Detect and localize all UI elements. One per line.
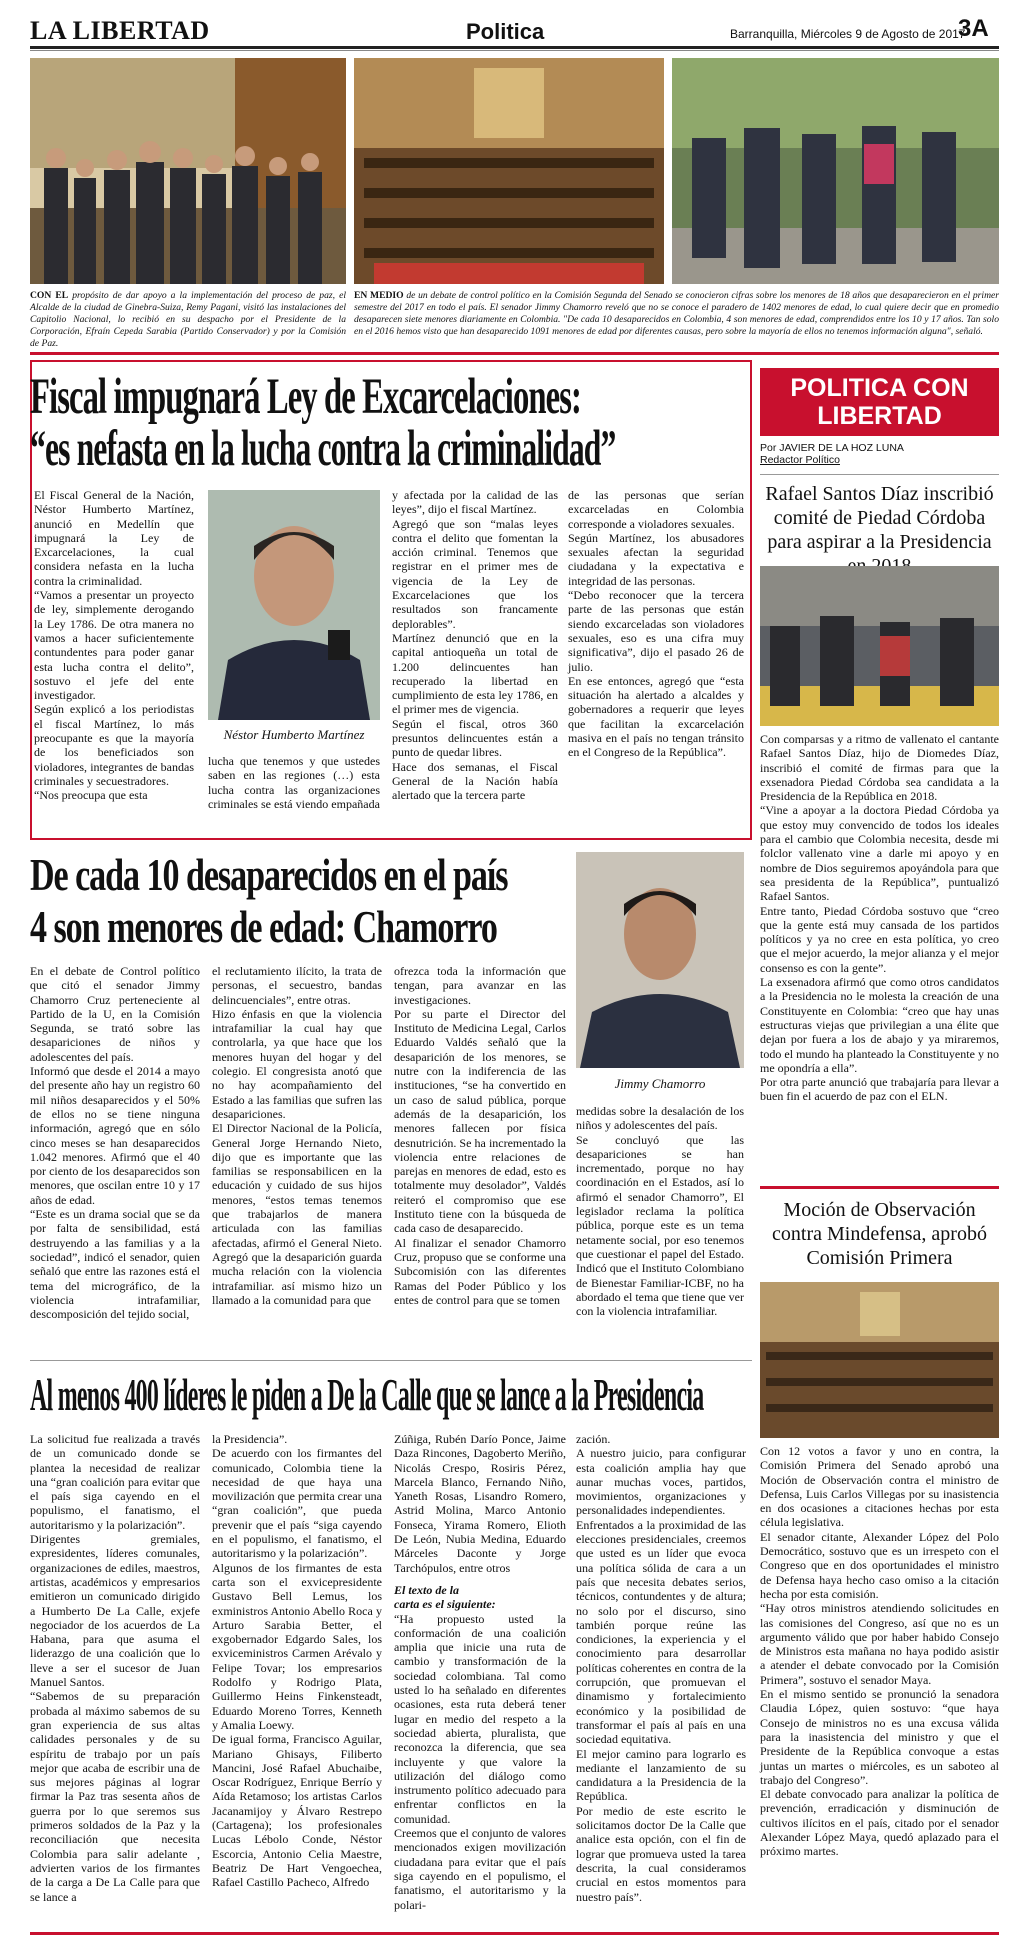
article-desaparecidos-col-1: En el debate de Control político que citó el senador Jimmy Chamorro Cruz perteneciente al Partido de la U, en la Comisión Segunda, se trató sobre las desapariciones de niños y adolescentes del país. Informó que desde el 2014 a mayo del presente año hay un registro 60 mil niños desaparecidos y el 50% de ellos no se tiene ninguna información, agregó que en sólo cinco meses se han desaparecidos 1.042 menores. Afirmó que el 40 por ciento de los desaparecidos son menores, que oscilan entre 10 y 17 años de edad. “Este es un drama social que se da por falta de sensibilidad, está destruyendo a las familias y a la sociedad”, indicó el senador, quien señaló que entre las razones está el tema del micrográfico, de la violencia intrafamiliar, descomposición del tejido social, [30, 964, 200, 1322]
article-delacalle-headline: Al menos 400 líderes le piden a De la Calle que se lance a la Presidencia [30, 1369, 704, 1420]
section-divider-red [30, 352, 999, 355]
photo-senate-commission [354, 58, 664, 284]
article-divider [30, 1360, 752, 1361]
photo-jimmy-chamorro [576, 852, 744, 1068]
column-rule-1 [760, 474, 999, 475]
photo-jimmy-caption: Jimmy Chamorro [614, 1076, 706, 1091]
article-delacalle-col-4: zación. A nuestro juicio, para configurar esta coalición amplia hay que aunar muchas voces, partidos, movimientos, organizaciones y personalidades independientes. Enfrentados a la proximidad de las elecciones presidenciales, creemos que usted es un líder que evoca una política sólida de cara a un país que necesita debates serios, técnicos, contundentes y de altura; no solo por el discurso, sino también porque reúne las condiciones, la experiencia y el conocimiento para desarrollar políticas coherentes en contra de la corrupción, que promuevan el dinamismo y fortalecimiento económico y la posibilidad de transformar el país al país en una sociedad equitativa. El mejor camino para lograrlo es mediante el lanzamiento de su candidatura a la Presidencia de la República. Por medio de este escrito le solicitamos doctor De la Calle que analice esta opción, con el fin de lograr que promueva usted la tarea descrita, la cual consideramos crucial en estos momentos para nuestro país”. [576, 1432, 746, 1904]
article-fiscal-col-4: de las personas que serían excarceladas en Colombia corresponde a violadores sexuales. Según Martínez, los abusadores sexuales afectan la seguridad ciudadana y la expectativa e integridad de las personas. “Debo reconocer que la tercera parte de las personas que están siendo excarceladas son violadores sexuales, eso es una cifra muy significativa”, dijo el pasado 26 de julio. En ese entonces, agregó que “esta situación ha alertado a alcaldes y gobernadores a requerir que leyes que facilitan la excarcelación masiva en el país no tengan tránsito en el Congreso de la República”. [568, 488, 744, 760]
photo-nestor-humberto [208, 490, 380, 720]
caption-commission-lead: EN MEDIO [354, 290, 404, 301]
caption-delegation [30, 290, 346, 350]
article-desaparecidos-headline-1: De cada 10 desaparecidos en el país [30, 849, 508, 900]
newspaper-name: LA LIBERTAD [30, 16, 210, 45]
column-item2-title: Moción de Observación contra Mindefensa, aprobó Comisión Primera [772, 1199, 987, 1269]
column-item1-title: Rafael Santos Díaz inscribió comité de Piedad Córdoba para aspirar a la Presidencia [765, 483, 994, 553]
column-byline: Por JAVIER DE LA HOZ LUNA [760, 442, 904, 454]
article-delacalle-col-1: La solicitud fue realizada a través de un comunicado donde se plantea la necesidad de realizar una “gran coalición para evitar que el país siga cayendo en el populismo, el fanatismo, el autoritarismo y la polarización”. Dirigentes gremiales, expresidentes, líderes comunales, organizaciones de ediles, maestros, artistas, académicos y empresarios emitieron un comunicado dirigido a Humberto De La Calle, exjefe negociador de los acuerdos de La Habana, para que asuma el liderazgo de una coalición que lo lleve a ser el sucesor de Juan Manuel Santos. “Sabemos de su preparación probada al máximo sabemos de su gran experiencia de sus altas calidades personales y de su espíritu de trabajo por un país mejor que acaba de escribir una de sus mejores páginas al lograr firmar la Paz tras sesenta años de guerra por lo que seremos sus primeros soldados de la Paz y la reconciliación que necesita Colombia para salir adelante , advierten varios de los firmantes de la carga a De La Calle para que se lance a [30, 1432, 200, 1904]
page-number: 3A [958, 15, 989, 42]
article-fiscal-col-3: y afectada por la calidad de las leyes”, dijo el fiscal Martínez. Agregó que son “malas leyes contra el delito que fomentan la acción criminal. Tenemos que registrar en el primer mes de vigencia de la Ley de Excarcelaciones que los resultados son francamente deplorables”. Martínez denunció que en la capital antioqueña un total de 1.200 delincuentes han recuperado la libertad en cumplimiento de esta ley 1786, en el primer mes de vigencia. Según el fiscal, otros 360 presuntos delincuentes están a punto de quedar libres. Hace dos semanas, el Fiscal General de la Nación había alertado que la tercera parte [392, 488, 558, 803]
article-fiscal-headline-1: Fiscal impugnará Ley de Excarcelaciones: [30, 369, 582, 425]
photo-street-youth [672, 58, 999, 284]
photo-nestor-caption: Néstor Humberto Martínez [223, 727, 365, 742]
page-bottom-rule [30, 1932, 999, 1935]
article-desaparecidos-col-3: ofrezca toda la información que tengan, para avanzar en las investigaciones. Por su parte el Director del Instituto de Medicina Legal, Carlos Eduardo Valdés señaló que la desaparición de los menores, se nutre con la indiferencia de las instituciones, “se ha convertido en un caso de salud pública, porque además de la desaparición, los menores fallecen por física desnutrición. Se ha incrementado la violencia entre relaciones de parejas en menores de edad, esto es totalmente muy desolador”, Valdés reiteró el compromiso que ese Instituto tiene con la búsqueda de cada caso de desaparecido. Al finalizar el senador Chamorro Cruz, propuso que se conforme una Subcomisión con las diferentes Ramas del Poder Público y los entes de control para que se tomen [394, 964, 566, 1307]
article-delacalle-subhead-2: carta es el siguiente: [394, 1597, 496, 1612]
column-divider-red [760, 1186, 999, 1189]
column-item1-text: Con comparsas y a ritmo de vallenato el cantante Rafael Santos Díaz, hijo de Diomedes Díaz, inscribió el comité de firmas para que la exsenadora Piedad Córdoba sea candidata a la Presidencia de la República en 2018. “Vine a apoyar a la doctora Piedad Córdoba ya que estoy muy convencido de todos los ideales para el cambio que Colombia necesita, desde mi folclor vallenato vine a darle mi apoyo y en nombre de Dios seguiremos apoyándola para que sea presidenta de la República”, puntualizó Rafael Santos. Entre tanto, Piedad Córdoba sostuvo que “creo que la gente está muy cansada de los partidos políticos y ya no cree en esta política, yo creo que el mejor acuerdo, la mejor alianza y el mejor consenso es con la gente”. La exsenadora afirmó que como otros candidatos a la Presidencia no le molesta la creación de una Constituyente en Colombia: “creo que hay unas estructuras viejas que privilegian a una élite que dejan por fuera a los de abajo y ya miraremos, todo el mundo ha planteado la Constituyente y no me opondría a ella”. Por otra parte anunció que trabajaría para llevar a buen fin el acuerdo de paz con el ELN. [760, 732, 999, 1104]
caption-commission [354, 290, 999, 338]
article-delacalle-subhead-1: El texto de la [394, 1582, 459, 1597]
article-desaparecidos-headline-2: 4 son menores de edad: Chamorro [30, 901, 497, 952]
article-delacalle-col-3a: Zúñiga, Rubén Darío Ponce, Jaime Daza Rincones, Dagoberto Meriño, Nicolás Crespo, Rosiris Pérez, Marcela Blanco, Fernando Niño, Yaneth Rosas, Lisandro Romero, Astrid Molina, Marco Antonio Fonseca, Yirama Romero, Elioth De León, Nubia Medina, Eduardo Márceles Daconte y Jorge Tarchópulos, entre otros [394, 1432, 566, 1575]
article-desaparecidos-col-2: el reclutamiento ilícito, la trata de personas, el secuestro, bandas delincuenciales”, entre otras. Hizo énfasis en que la violencia intrafamiliar la cual hay que controlarla, ya que hace que los menores huyan del hogar y del colegio. El congresista anotó que no hay acompañamiento del Estado a las familias que sufren las desapariciones. El Director Nacional de la Policía, General Jorge Hernando Nieto, dijo que es importante que las familias se responsabilicen en la educación y cuidado de sus hijos menores, “estos temas tenemos que trabajarlos de manera articulada con las familias afectadas, afirmó el General Nieto. Agregó que la desaparición guarda mucha relación con la violencia intrafamiliar. así mismo hizo un llamado a la comunidad para que [212, 964, 382, 1307]
article-fiscal-col-1: El Fiscal General de la Nación, Néstor Humberto Martínez, anunció en Medellín que impugnará la Ley de Excarcelaciones, la cual considera nefasta en la lucha contra la criminalidad. “Vamos a presentar un proyecto de ley, simplemente derogando la Ley 1786. De otra manera no vamos a hacer suficientemente contundentes para poder ganar esta lucha contra el delito”, sostuvo el jefe del ente investigador. Según explicó a los periodistas el fiscal Martínez, lo más preocupante es que la mayoría de los beneficiados son violadores, integrantes de bandas criminales y secuestradores. “Nos preocupa que esta [34, 488, 194, 803]
column-politica-banner [760, 368, 999, 436]
caption-commission-text: de un debate de control político en la Comisión Segunda del Senado se conocieron cifras sobre los menores de 18 años que desaparecieron en el primer semestre del 2017 en todo el país. El senador Jimmy Chamorro reveló que no se conoce el paradero de 1402 menores de edad, lo cual quiere decir que en promedio desaparecen siete menores diariamente en Colombia. "De cada 10 desaparecidos en Colombia, 4 son menores de edad, comprendidos entre los 10 y 17 años. Tan solo en el 2016 hemos visto que han desaparecido 1091 menores de edad por diferentes causas, pero sobre la mayoría de ellos no tenemos información alguna", señaló. [354, 290, 999, 337]
caption-delegation-text: propósito de dar apoyo a la implementación del proceso de paz, el Alcalde de la ciudad de Ginebra-Suiza, Remy Pagani, visitó las instalaciones del Capitolio Nacional, lo recibió en su despacho por el Presidente de la Corporación, Efraín Cepeda Sarabia (Partido Conservador) y por la Comisión de Paz. [30, 290, 347, 349]
article-fiscal-headline-2: “es nefasta en la lucha contra la criminalidad” [30, 421, 616, 477]
column-banner-line1: POLITICA CON [790, 374, 969, 402]
section-name: Politica [466, 19, 545, 44]
article-fiscal-col-2: lucha que tenemos y que ustedes saben en las regiones (…) esta lucha contra las organizaciones criminales se está viendo empañada [208, 754, 380, 811]
column-byline-role: Redactor Político [760, 454, 840, 466]
article-desaparecidos-col-4: medidas sobre la desalación de los niños y adolescentes del país. Se concluyó que las desapariciones se han incrementado, porque no hay coordinación en el Estados, así lo afirmó el senador Chamorro”, El legislador reclama la política pública, porque este es un tema netamente social, por eso tenemos que cuestionar el papel del Estado. Indicó que el Instituto Colombiano de Bienestar Familiar-ICBF, no ha abordado el tema que tiene que ver con la violencia intrafamiliar. [576, 1104, 744, 1319]
article-delacalle-col-3 [394, 1432, 566, 1912]
masthead-rule-thin [30, 50, 999, 51]
article-delacalle-col-2: la Presidencia”. De acuerdo con los firmantes del comunicado, Colombia tiene la necesidad de que haya una movilización que permita crear una “gran coalición”, que pueda prevenir que el país “siga cayendo en el populismo, el fanatismo, el autoritarismo y la polarización”. Algunos de los firmantes de esta carta son el exvicepresidente Gustavo Bell Lemus, los exministros Antonio Abello Roca y Arturo Sarabia Better, el exgobernador Edgardo Sales, los exviceministros Carmen Arévalo y Felipe Tovar; los empresarios Rodolfo y Rodrigo Plata, Guillermo Heins Finkensteadt, Eduardo Moreno Torres, Kenneth y Amalia Loewy. De igual forma, Francisco Aguilar, Mariano Ghisays, Filiberto Mancini, José Rafael Abuchaibe, Oscar Rodríguez, Enrique Berrío y Aída Retamoso; los artistas Carlos Jacanamijoy y Álvaro Restrepo (Cartagena); los profesionales Lucas Lébolo Conde, Néstor Escorcia, Antonio Celia Maestre, Beatriz De Hart Vengoechea, Rafael Castillo Pacheco, Alfredo [212, 1432, 382, 1890]
masthead-rule [30, 46, 999, 49]
edition-date: Barranquilla, Miércoles 9 de Agosto de 2017 [730, 27, 966, 41]
photo-comision-primera [760, 1282, 999, 1438]
article-delacalle-col-3b: “Ha propuesto usted la conformación de una coalición amplia que inicie una ruta de cambio y transformación de la sociedad colombiana. Tal como usted lo ha señalado en diferentes ocasiones, esta ruta deberá tener lugar en medio del respeto a la sociedad abierta, pluralista, que reconozca la diferencia, que sea incluyente y que valore la utilización del diálogo como instrumento político adecuado para enfrentar conflictos en la comunidad. Creemos que el conjunto de valores mencionados exigen movilización ciudadana para evitar que el país siga cayendo en el populismo, el fanatismo, el autoritarismo y la polari- [394, 1611, 566, 1912]
column-banner-line2: LIBERTAD [817, 402, 942, 430]
caption-delegation-lead: CON EL [30, 290, 69, 301]
photo-piedad-cordoba [760, 566, 999, 726]
column-item2-text: Con 12 votos a favor y uno en contra, la Comisión Primera del Senado aprobó una Moción de Observación contra el ministro de Defensa, Luis Carlos Villegas por su inasistencia en dos ocasiones a citaciones hechas por esta célula legislativa. El senador citante, Alexander López del Polo Democrático, sostuvo que es un irrespeto con el Congreso que en dos oportunidades el ministro de Defensa haya hecho caso omiso a la citación hecha por esta comisión. “Hay otros ministros atendiendo solicitudes en las comisiones del Congreso, así que no es un argumento válido que por haber habido Consejo de Ministros esta mañana no haya podido asistir a atender el debate convocado por la Comisión Primera”, sostuvo el senador Maya. En el mismo sentido se pronunció la senadora Claudia López, quien sostuvo: “que haya Consejo de ministros no es una excusa válida para la inasistencia del ministro y que el Presidente de la República convoque a estas juntas un martes o miércoles, es un saboteo al trabajo del Congreso”. El debate convocado para analizar la política de prevención, erradicación y disminución de cultivos ilícitos en el país, citado por el senador Alexander López Maya, quedó aplazado para el próximo martes. [760, 1444, 999, 1859]
photo-delegation [30, 58, 346, 284]
